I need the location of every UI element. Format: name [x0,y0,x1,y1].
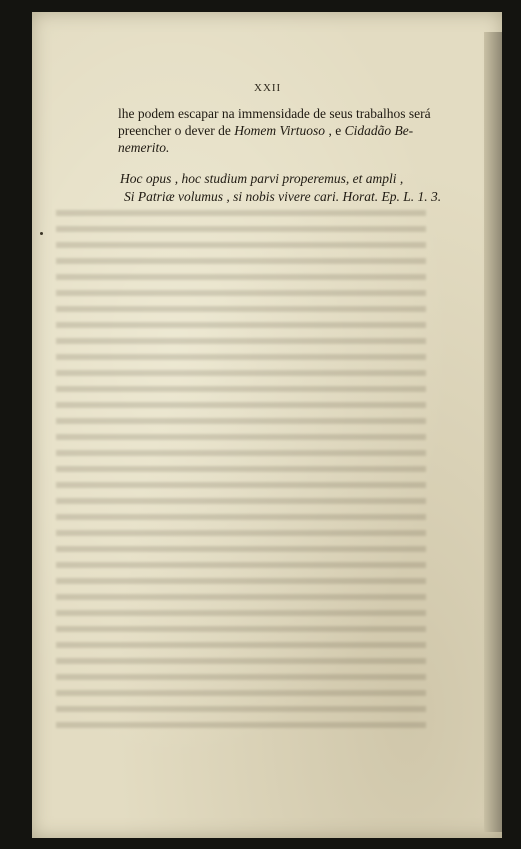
quote-line-1: Hoc opus , hoc studium parvi properemus, et ampli , [120,171,404,186]
latin-quotation [120,170,460,206]
italic-phrase-homem-virtuoso: Homem Virtuoso [234,123,326,138]
page-edge [484,32,502,832]
paragraph-line-1: lhe podem escapar na immensidade de seus trabalhos será [118,106,431,121]
paragraph-line-2 [118,122,458,139]
paragraph-line-2-mid: , e [325,123,345,138]
paragraph-line-2-start: preencher o dever de [118,123,235,138]
page-number: XXII [254,82,282,94]
ink-speck [40,232,43,235]
italic-phrase-cidadao: Cidadão Be- [344,123,414,138]
quote-line-2: Si Patriæ volumus , si nobis vivere cari. Horat. Ep. L. 1. 3. [124,189,442,204]
closing-paragraph [118,105,458,156]
show-through-text [56,210,426,730]
paragraph-line-3: nemerito. [118,140,170,155]
